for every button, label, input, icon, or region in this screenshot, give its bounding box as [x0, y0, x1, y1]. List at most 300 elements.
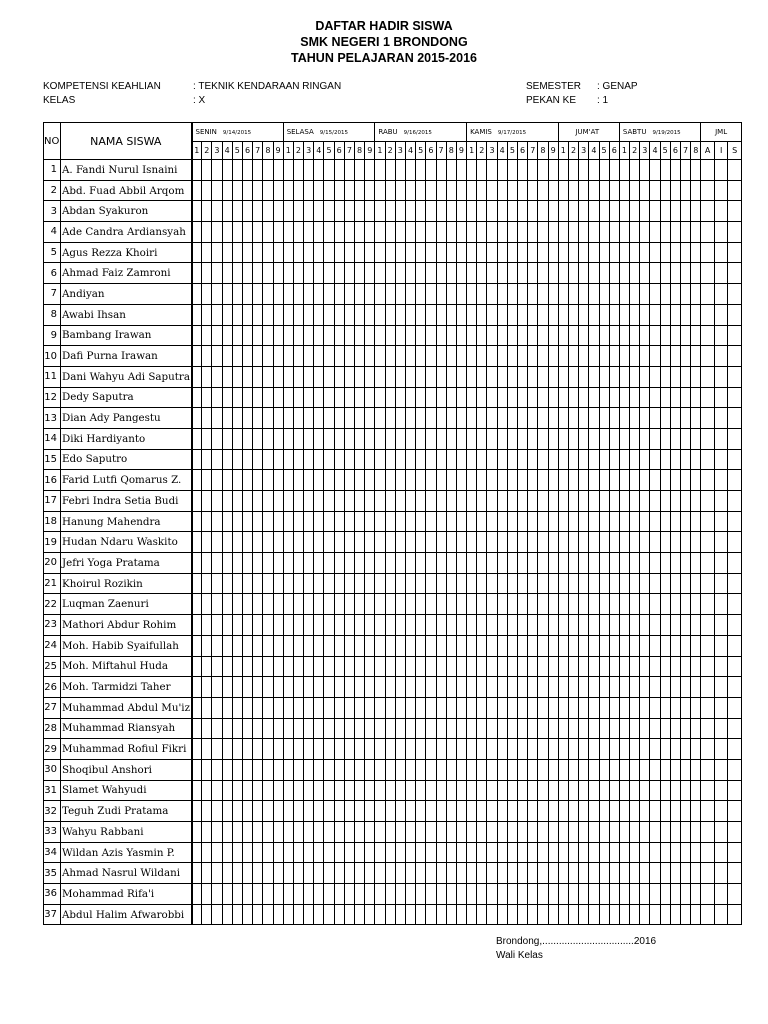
attendance-cell[interactable] [599, 677, 609, 698]
attendance-cell[interactable] [212, 428, 222, 449]
attendance-cell[interactable] [589, 263, 599, 284]
attendance-cell[interactable] [324, 366, 334, 387]
attendance-cell[interactable] [538, 677, 548, 698]
attendance-cell[interactable] [202, 697, 212, 718]
attendance-cell[interactable] [416, 656, 426, 677]
attendance-cell[interactable] [497, 884, 507, 905]
attendance-cell[interactable] [538, 263, 548, 284]
attendance-cell[interactable] [334, 242, 344, 263]
attendance-cell[interactable] [436, 304, 446, 325]
attendance-cell[interactable] [446, 573, 456, 594]
attendance-cell[interactable] [650, 573, 660, 594]
attendance-cell[interactable] [426, 822, 436, 843]
attendance-cell[interactable] [670, 635, 680, 656]
attendance-cell[interactable] [222, 822, 232, 843]
attendance-cell[interactable] [355, 739, 365, 760]
attendance-cell[interactable] [579, 884, 589, 905]
attendance-cell[interactable] [334, 428, 344, 449]
attendance-cell[interactable] [385, 904, 395, 925]
attendance-cell[interactable] [670, 387, 680, 408]
attendance-cell[interactable] [253, 160, 263, 181]
attendance-cell[interactable] [355, 801, 365, 822]
attendance-cell[interactable] [518, 904, 528, 925]
attendance-cell[interactable] [589, 656, 599, 677]
attendance-cell[interactable] [202, 408, 212, 429]
attendance-cell[interactable] [660, 180, 670, 201]
attendance-cell[interactable] [691, 718, 701, 739]
attendance-cell[interactable] [405, 201, 415, 222]
attendance-cell[interactable] [619, 325, 629, 346]
attendance-cell[interactable] [283, 263, 293, 284]
attendance-cell[interactable] [192, 615, 202, 636]
attendance-cell[interactable] [538, 759, 548, 780]
attendance-cell[interactable] [395, 428, 405, 449]
attendance-cell[interactable] [619, 615, 629, 636]
attendance-cell[interactable] [385, 801, 395, 822]
attendance-cell[interactable] [630, 718, 640, 739]
attendance-cell[interactable] [681, 573, 691, 594]
attendance-cell[interactable] [436, 532, 446, 553]
attendance-cell[interactable] [714, 884, 728, 905]
attendance-cell[interactable] [426, 408, 436, 429]
attendance-cell[interactable] [609, 366, 619, 387]
attendance-cell[interactable] [436, 263, 446, 284]
attendance-cell[interactable] [375, 160, 385, 181]
attendance-cell[interactable] [273, 718, 283, 739]
attendance-cell[interactable] [202, 428, 212, 449]
attendance-cell[interactable] [487, 739, 497, 760]
attendance-cell[interactable] [714, 656, 728, 677]
attendance-cell[interactable] [467, 346, 477, 367]
attendance-cell[interactable] [395, 904, 405, 925]
attendance-cell[interactable] [579, 263, 589, 284]
attendance-cell[interactable] [599, 201, 609, 222]
attendance-cell[interactable] [548, 532, 558, 553]
attendance-cell[interactable] [253, 428, 263, 449]
attendance-cell[interactable] [589, 615, 599, 636]
attendance-cell[interactable] [263, 511, 273, 532]
attendance-cell[interactable] [395, 470, 405, 491]
attendance-cell[interactable] [314, 842, 324, 863]
attendance-cell[interactable] [518, 470, 528, 491]
attendance-cell[interactable] [589, 284, 599, 305]
attendance-cell[interactable] [681, 160, 691, 181]
attendance-cell[interactable] [487, 532, 497, 553]
attendance-cell[interactable] [589, 594, 599, 615]
attendance-cell[interactable] [609, 553, 619, 574]
attendance-cell[interactable] [263, 242, 273, 263]
attendance-cell[interactable] [701, 677, 715, 698]
attendance-cell[interactable] [467, 904, 477, 925]
attendance-cell[interactable] [691, 408, 701, 429]
attendance-cell[interactable] [242, 160, 252, 181]
attendance-cell[interactable] [477, 366, 487, 387]
attendance-cell[interactable] [355, 180, 365, 201]
attendance-cell[interactable] [192, 635, 202, 656]
attendance-cell[interactable] [579, 677, 589, 698]
attendance-cell[interactable] [538, 532, 548, 553]
attendance-cell[interactable] [691, 366, 701, 387]
attendance-cell[interactable] [497, 491, 507, 512]
attendance-cell[interactable] [507, 863, 517, 884]
attendance-cell[interactable] [304, 408, 314, 429]
attendance-cell[interactable] [385, 739, 395, 760]
attendance-cell[interactable] [426, 677, 436, 698]
attendance-cell[interactable] [273, 346, 283, 367]
attendance-cell[interactable] [714, 242, 728, 263]
attendance-cell[interactable] [681, 284, 691, 305]
attendance-cell[interactable] [538, 718, 548, 739]
attendance-cell[interactable] [691, 842, 701, 863]
attendance-cell[interactable] [630, 553, 640, 574]
attendance-cell[interactable] [467, 325, 477, 346]
attendance-cell[interactable] [528, 263, 538, 284]
attendance-cell[interactable] [334, 615, 344, 636]
attendance-cell[interactable] [405, 449, 415, 470]
attendance-cell[interactable] [701, 718, 715, 739]
attendance-cell[interactable] [242, 739, 252, 760]
attendance-cell[interactable] [304, 470, 314, 491]
attendance-cell[interactable] [253, 697, 263, 718]
attendance-cell[interactable] [232, 842, 242, 863]
attendance-cell[interactable] [599, 635, 609, 656]
attendance-cell[interactable] [660, 511, 670, 532]
attendance-cell[interactable] [456, 263, 466, 284]
attendance-cell[interactable] [548, 387, 558, 408]
attendance-cell[interactable] [538, 904, 548, 925]
attendance-cell[interactable] [405, 366, 415, 387]
attendance-cell[interactable] [487, 428, 497, 449]
attendance-cell[interactable] [426, 739, 436, 760]
attendance-cell[interactable] [701, 160, 715, 181]
attendance-cell[interactable] [650, 615, 660, 636]
attendance-cell[interactable] [324, 863, 334, 884]
attendance-cell[interactable] [416, 594, 426, 615]
attendance-cell[interactable] [487, 553, 497, 574]
attendance-cell[interactable] [446, 842, 456, 863]
attendance-cell[interactable] [405, 428, 415, 449]
attendance-cell[interactable] [599, 242, 609, 263]
attendance-cell[interactable] [283, 449, 293, 470]
attendance-cell[interactable] [619, 470, 629, 491]
attendance-cell[interactable] [436, 801, 446, 822]
attendance-cell[interactable] [518, 242, 528, 263]
attendance-cell[interactable] [518, 718, 528, 739]
attendance-cell[interactable] [314, 718, 324, 739]
attendance-cell[interactable] [714, 759, 728, 780]
attendance-cell[interactable] [212, 780, 222, 801]
attendance-cell[interactable] [385, 677, 395, 698]
attendance-cell[interactable] [365, 408, 375, 429]
attendance-cell[interactable] [436, 656, 446, 677]
attendance-cell[interactable] [497, 697, 507, 718]
attendance-cell[interactable] [202, 842, 212, 863]
attendance-cell[interactable] [385, 842, 395, 863]
attendance-cell[interactable] [619, 160, 629, 181]
attendance-cell[interactable] [558, 532, 568, 553]
attendance-cell[interactable] [681, 366, 691, 387]
attendance-cell[interactable] [630, 697, 640, 718]
attendance-cell[interactable] [568, 904, 578, 925]
attendance-cell[interactable] [507, 325, 517, 346]
attendance-cell[interactable] [487, 677, 497, 698]
attendance-cell[interactable] [416, 366, 426, 387]
attendance-cell[interactable] [253, 759, 263, 780]
attendance-cell[interactable] [691, 263, 701, 284]
attendance-cell[interactable] [728, 201, 742, 222]
attendance-cell[interactable] [538, 242, 548, 263]
attendance-cell[interactable] [456, 511, 466, 532]
attendance-cell[interactable] [202, 656, 212, 677]
attendance-cell[interactable] [691, 222, 701, 243]
attendance-cell[interactable] [242, 470, 252, 491]
attendance-cell[interactable] [589, 449, 599, 470]
attendance-cell[interactable] [456, 822, 466, 843]
attendance-cell[interactable] [304, 491, 314, 512]
attendance-cell[interactable] [436, 242, 446, 263]
attendance-cell[interactable] [619, 284, 629, 305]
attendance-cell[interactable] [487, 904, 497, 925]
attendance-cell[interactable] [670, 284, 680, 305]
attendance-cell[interactable] [222, 553, 232, 574]
attendance-cell[interactable] [324, 759, 334, 780]
attendance-cell[interactable] [314, 697, 324, 718]
attendance-cell[interactable] [426, 718, 436, 739]
attendance-cell[interactable] [365, 863, 375, 884]
attendance-cell[interactable] [630, 428, 640, 449]
attendance-cell[interactable] [650, 408, 660, 429]
attendance-cell[interactable] [416, 160, 426, 181]
attendance-cell[interactable] [579, 284, 589, 305]
attendance-cell[interactable] [650, 511, 660, 532]
attendance-cell[interactable] [416, 677, 426, 698]
attendance-cell[interactable] [691, 449, 701, 470]
attendance-cell[interactable] [334, 739, 344, 760]
attendance-cell[interactable] [334, 284, 344, 305]
attendance-cell[interactable] [609, 449, 619, 470]
attendance-cell[interactable] [416, 801, 426, 822]
attendance-cell[interactable] [365, 615, 375, 636]
attendance-cell[interactable] [681, 428, 691, 449]
attendance-cell[interactable] [324, 884, 334, 905]
attendance-cell[interactable] [528, 553, 538, 574]
attendance-cell[interactable] [456, 904, 466, 925]
attendance-cell[interactable] [670, 904, 680, 925]
attendance-cell[interactable] [630, 842, 640, 863]
attendance-cell[interactable] [375, 594, 385, 615]
attendance-cell[interactable] [456, 242, 466, 263]
attendance-cell[interactable] [507, 222, 517, 243]
attendance-cell[interactable] [263, 594, 273, 615]
attendance-cell[interactable] [660, 718, 670, 739]
attendance-cell[interactable] [518, 801, 528, 822]
attendance-cell[interactable] [405, 532, 415, 553]
attendance-cell[interactable] [507, 532, 517, 553]
attendance-cell[interactable] [426, 635, 436, 656]
attendance-cell[interactable] [192, 242, 202, 263]
attendance-cell[interactable] [650, 718, 660, 739]
attendance-cell[interactable] [253, 408, 263, 429]
attendance-cell[interactable] [640, 594, 650, 615]
attendance-cell[interactable] [385, 160, 395, 181]
attendance-cell[interactable] [192, 366, 202, 387]
attendance-cell[interactable] [528, 470, 538, 491]
attendance-cell[interactable] [660, 284, 670, 305]
attendance-cell[interactable] [426, 222, 436, 243]
attendance-cell[interactable] [599, 449, 609, 470]
attendance-cell[interactable] [477, 222, 487, 243]
attendance-cell[interactable] [640, 780, 650, 801]
attendance-cell[interactable] [609, 304, 619, 325]
attendance-cell[interactable] [273, 759, 283, 780]
attendance-cell[interactable] [467, 780, 477, 801]
attendance-cell[interactable] [355, 346, 365, 367]
attendance-cell[interactable] [273, 615, 283, 636]
attendance-cell[interactable] [619, 491, 629, 512]
attendance-cell[interactable] [487, 842, 497, 863]
attendance-cell[interactable] [640, 739, 650, 760]
attendance-cell[interactable] [263, 718, 273, 739]
attendance-cell[interactable] [242, 511, 252, 532]
attendance-cell[interactable] [232, 346, 242, 367]
attendance-cell[interactable] [467, 160, 477, 181]
attendance-cell[interactable] [714, 594, 728, 615]
attendance-cell[interactable] [477, 470, 487, 491]
attendance-cell[interactable] [579, 387, 589, 408]
attendance-cell[interactable] [507, 201, 517, 222]
attendance-cell[interactable] [670, 842, 680, 863]
attendance-cell[interactable] [640, 615, 650, 636]
attendance-cell[interactable] [609, 532, 619, 553]
attendance-cell[interactable] [405, 284, 415, 305]
attendance-cell[interactable] [426, 201, 436, 222]
attendance-cell[interactable] [283, 801, 293, 822]
attendance-cell[interactable] [691, 160, 701, 181]
attendance-cell[interactable] [701, 739, 715, 760]
attendance-cell[interactable] [568, 780, 578, 801]
attendance-cell[interactable] [334, 656, 344, 677]
attendance-cell[interactable] [446, 615, 456, 636]
attendance-cell[interactable] [528, 408, 538, 429]
attendance-cell[interactable] [222, 470, 232, 491]
attendance-cell[interactable] [334, 759, 344, 780]
attendance-cell[interactable] [416, 346, 426, 367]
attendance-cell[interactable] [385, 697, 395, 718]
attendance-cell[interactable] [314, 884, 324, 905]
attendance-cell[interactable] [714, 180, 728, 201]
attendance-cell[interactable] [446, 904, 456, 925]
attendance-cell[interactable] [528, 325, 538, 346]
attendance-cell[interactable] [334, 532, 344, 553]
attendance-cell[interactable] [426, 346, 436, 367]
attendance-cell[interactable] [477, 428, 487, 449]
attendance-cell[interactable] [222, 904, 232, 925]
attendance-cell[interactable] [304, 201, 314, 222]
attendance-cell[interactable] [242, 263, 252, 284]
attendance-cell[interactable] [518, 428, 528, 449]
attendance-cell[interactable] [497, 284, 507, 305]
attendance-cell[interactable] [456, 470, 466, 491]
attendance-cell[interactable] [660, 160, 670, 181]
attendance-cell[interactable] [589, 677, 599, 698]
attendance-cell[interactable] [293, 904, 303, 925]
attendance-cell[interactable] [273, 511, 283, 532]
attendance-cell[interactable] [477, 697, 487, 718]
attendance-cell[interactable] [416, 242, 426, 263]
attendance-cell[interactable] [324, 325, 334, 346]
attendance-cell[interactable] [456, 408, 466, 429]
attendance-cell[interactable] [344, 822, 354, 843]
attendance-cell[interactable] [467, 470, 477, 491]
attendance-cell[interactable] [202, 263, 212, 284]
attendance-cell[interactable] [253, 180, 263, 201]
attendance-cell[interactable] [728, 470, 742, 491]
attendance-cell[interactable] [334, 801, 344, 822]
attendance-cell[interactable] [263, 822, 273, 843]
attendance-cell[interactable] [518, 325, 528, 346]
attendance-cell[interactable] [630, 573, 640, 594]
attendance-cell[interactable] [497, 759, 507, 780]
attendance-cell[interactable] [314, 863, 324, 884]
attendance-cell[interactable] [314, 304, 324, 325]
attendance-cell[interactable] [375, 180, 385, 201]
attendance-cell[interactable] [691, 759, 701, 780]
attendance-cell[interactable] [293, 263, 303, 284]
attendance-cell[interactable] [334, 408, 344, 429]
attendance-cell[interactable] [456, 491, 466, 512]
attendance-cell[interactable] [304, 387, 314, 408]
attendance-cell[interactable] [579, 822, 589, 843]
attendance-cell[interactable] [518, 532, 528, 553]
attendance-cell[interactable] [222, 635, 232, 656]
attendance-cell[interactable] [405, 470, 415, 491]
attendance-cell[interactable] [507, 428, 517, 449]
attendance-cell[interactable] [589, 242, 599, 263]
attendance-cell[interactable] [538, 470, 548, 491]
attendance-cell[interactable] [355, 863, 365, 884]
attendance-cell[interactable] [497, 304, 507, 325]
attendance-cell[interactable] [619, 904, 629, 925]
attendance-cell[interactable] [558, 863, 568, 884]
attendance-cell[interactable] [263, 180, 273, 201]
attendance-cell[interactable] [232, 449, 242, 470]
attendance-cell[interactable] [334, 884, 344, 905]
attendance-cell[interactable] [558, 594, 568, 615]
attendance-cell[interactable] [548, 553, 558, 574]
attendance-cell[interactable] [385, 222, 395, 243]
attendance-cell[interactable] [497, 346, 507, 367]
attendance-cell[interactable] [728, 553, 742, 574]
attendance-cell[interactable] [314, 408, 324, 429]
attendance-cell[interactable] [538, 449, 548, 470]
attendance-cell[interactable] [436, 635, 446, 656]
attendance-cell[interactable] [681, 242, 691, 263]
attendance-cell[interactable] [467, 677, 477, 698]
attendance-cell[interactable] [660, 780, 670, 801]
attendance-cell[interactable] [283, 615, 293, 636]
attendance-cell[interactable] [691, 656, 701, 677]
attendance-cell[interactable] [714, 615, 728, 636]
attendance-cell[interactable] [273, 180, 283, 201]
attendance-cell[interactable] [263, 387, 273, 408]
attendance-cell[interactable] [273, 470, 283, 491]
attendance-cell[interactable] [670, 160, 680, 181]
attendance-cell[interactable] [293, 801, 303, 822]
attendance-cell[interactable] [507, 635, 517, 656]
attendance-cell[interactable] [202, 325, 212, 346]
attendance-cell[interactable] [691, 697, 701, 718]
attendance-cell[interactable] [467, 449, 477, 470]
